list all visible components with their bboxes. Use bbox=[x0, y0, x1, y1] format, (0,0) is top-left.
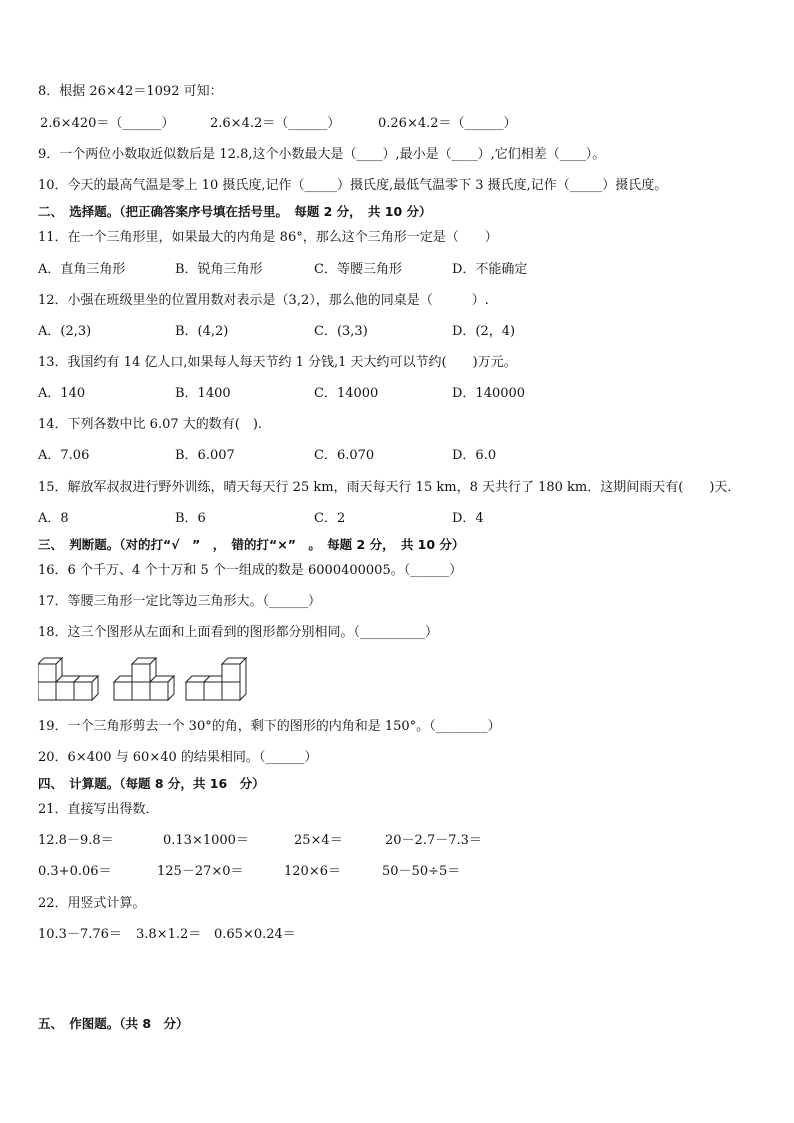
q21-r1-c2: 0.13×1000＝ bbox=[163, 833, 249, 848]
q12-option-d: D．(2，4) bbox=[452, 324, 516, 339]
section-2-heading: 二、 选择题。（把正确答案序号填在括号里。 每题 2 分， 共 10 分） bbox=[38, 204, 432, 219]
q21-r2-c2: 125－27×0＝ bbox=[157, 864, 244, 879]
q11-stem: 11．在一个三角形里，如果最大的内角是 86°，那么这个三角形一定是（ ） bbox=[38, 230, 498, 245]
q15-stem: 15．解放军叔叔进行野外训练，晴天每天行 25 km，雨天每天行 15 km，8 天共行了 180 km．这期间雨天有( )天． bbox=[38, 480, 741, 495]
q11-option-c: C．等腰三角形 bbox=[314, 262, 402, 277]
q21-r1-c3: 25×4＝ bbox=[294, 833, 343, 848]
q14-option-c: C．6.070 bbox=[314, 448, 375, 463]
q11-option-a: A．直角三角形 bbox=[38, 262, 126, 277]
q17-text: 17．等腰三角形一定比等边三角形大。（______） bbox=[38, 594, 322, 609]
q8-item-1: 2.6×420＝（______） bbox=[40, 116, 175, 131]
q14-option-a: A．7.06 bbox=[38, 448, 90, 463]
q22-stem: 22．用竖式计算。 bbox=[38, 896, 146, 911]
q14-option-d: D．6.0 bbox=[452, 448, 497, 463]
section-3-heading: 三、 判断题。（对的打“√ ” ， 错的打“×” 。 每题 2 分， 共 10 分） bbox=[38, 537, 465, 552]
q12-stem: 12．小强在班级里坐的位置用数对表示是（3,2），那么他的同桌是（ ）. bbox=[38, 293, 489, 308]
q22-item-3: 0.65×0.24＝ bbox=[214, 927, 296, 942]
q8-item-2: 2.6×4.2＝（______） bbox=[210, 116, 341, 131]
cube-figure-1 bbox=[38, 658, 98, 700]
q21-r2-c1: 0.3+0.06＝ bbox=[38, 864, 112, 879]
q21-r1-c4: 20－2.7－7.3＝ bbox=[385, 833, 482, 848]
q12-option-b: B．(4,2) bbox=[175, 324, 229, 339]
section-5-heading: 五、 作图题。（共 8 分） bbox=[38, 1016, 189, 1031]
q16-text: 16．6 个千万、4 个十万和 5 个一组成的数是 6000400005。（______） bbox=[38, 563, 463, 578]
q21-r1-c1: 12.8－9.8＝ bbox=[38, 833, 114, 848]
q15-option-b: B．6 bbox=[175, 511, 206, 526]
q15-option-c: C．2 bbox=[314, 511, 346, 526]
q13-option-c: C．14000 bbox=[314, 386, 379, 401]
q14-option-b: B．6.007 bbox=[175, 448, 235, 463]
q15-option-a: A．8 bbox=[38, 511, 69, 526]
cube-figure-2 bbox=[114, 658, 174, 700]
cube-figures bbox=[38, 656, 258, 702]
q8-stem: 8．根据 26×42＝1092 可知： bbox=[38, 84, 223, 99]
section-4-heading: 四、 计算题。（每题 8 分，共 16 分） bbox=[38, 776, 265, 791]
q19-text: 19．一个三角形剪去一个 30°的角，剩下的图形的内角和是 150°。（________） bbox=[38, 719, 501, 734]
q12-option-a: A．(2,3) bbox=[38, 324, 92, 339]
q13-option-d: D．140000 bbox=[452, 386, 526, 401]
q14-stem: 14．下列各数中比 6.07 大的数有( ). bbox=[38, 417, 263, 432]
q8-item-3: 0.26×4.2＝（______） bbox=[378, 116, 517, 131]
q13-option-b: B．1400 bbox=[175, 386, 231, 401]
q9-text: 9．一个两位小数取近似数后是 12.8,这个小数最大是（____）,最小是（____）,它们相差（____）。 bbox=[38, 147, 606, 162]
cube-figure-3 bbox=[186, 658, 246, 700]
q13-stem: 13．我国约有 14 亿人口,如果每人每天节约 1 分钱,1 天大约可以节约( )万元。 bbox=[38, 355, 517, 370]
q22-item-2: 3.8×1.2＝ bbox=[136, 927, 202, 942]
q21-r2-c3: 120×6＝ bbox=[284, 864, 341, 879]
q13-option-a: A．140 bbox=[38, 386, 86, 401]
q21-stem: 21．直接写出得数． bbox=[38, 802, 159, 817]
q11-option-d: D．不能确定 bbox=[452, 262, 528, 277]
q18-text: 18．这三个图形从左面和上面看到的图形都分别相同。（__________） bbox=[38, 625, 439, 640]
q12-option-c: C．(3,3) bbox=[314, 324, 368, 339]
q21-r2-c4: 50－50÷5＝ bbox=[382, 864, 461, 879]
q15-option-d: D．4 bbox=[452, 511, 484, 526]
q20-text: 20．6×400 与 60×40 的结果相同。（______） bbox=[38, 750, 318, 765]
q22-item-1: 10.3－7.76＝ bbox=[38, 927, 122, 942]
q10-text: 10．今天的最高气温是零上 10 摄氏度,记作（_____）摄氏度,最低气温零下 3 摄氏度,记作（_____）摄氏度。 bbox=[38, 178, 668, 193]
q11-option-b: B．锐角三角形 bbox=[175, 262, 263, 277]
